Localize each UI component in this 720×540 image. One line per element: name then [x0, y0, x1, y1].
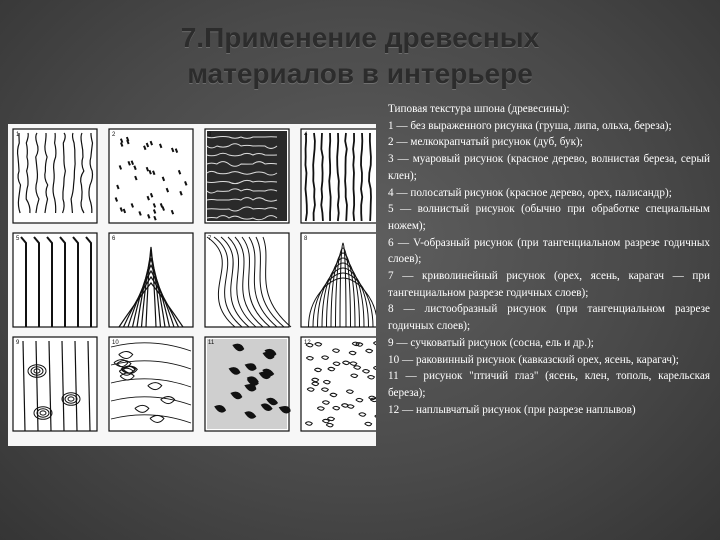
caption-item-8: 8 — листообразный рисунок (при тангенциальном разрезе годичных слоев); [388, 303, 710, 333]
slide-title-line-2: материалов в интерьере [187, 58, 533, 89]
tile-number-11: 11 [208, 340, 215, 346]
texture-tile-3 [205, 129, 289, 223]
tile-number-6: 6 [112, 236, 116, 242]
tile-number-8: 8 [304, 236, 308, 242]
texture-tile-8 [301, 233, 376, 327]
texture-tile-12 [301, 337, 376, 431]
caption-intro: Типовая текстура шпона (древесины): [388, 103, 570, 115]
texture-tile-10 [109, 337, 193, 431]
caption-item-4: 4 — полосатый рисунок (красное дерево, орех, палисандр); [388, 186, 672, 199]
texture-tile-11 [205, 337, 291, 431]
texture-tile-2 [109, 129, 193, 223]
caption-item-5: 5 — волнистый рисунок (обычно при обработке специальным ножем); [388, 203, 710, 232]
tile-number-10: 10 [112, 340, 119, 346]
tile-number-5: 5 [16, 236, 20, 242]
caption-item-9: 9 — сучковатый рисунок (сосна, ель и др.); [388, 336, 594, 349]
tile-number-4: 4 [304, 132, 308, 138]
tile-number-2: 2 [112, 132, 116, 138]
caption-item-12: 12 — наплывчатый рисунок (при разрезе наплывов) [388, 403, 636, 416]
caption-item-2: 2 — мелкокрапчатый рисунок (дуб, бук); [388, 136, 583, 149]
texture-tile-7 [205, 233, 291, 327]
texture-tile-9 [13, 337, 97, 431]
texture-tile-6 [109, 233, 193, 327]
texture-tile-1 [13, 129, 97, 223]
caption-item-11: 11 — рисунок "птичий глаз" (ясень, клен, тополь, карельская береза); [388, 370, 710, 399]
caption-item-6: 6 — V-образный рисунок (при тангенциальном разрезе годичных слоев); [388, 236, 710, 266]
wood-texture-figure [8, 124, 376, 446]
texture-tile-5 [13, 233, 97, 327]
tile-number-7: 7 [208, 236, 212, 242]
caption-item-3: 3 — муаровый рисунок (красное дерево, волнистая береза, серый клен); [388, 153, 710, 182]
texture-tile-4 [301, 129, 376, 223]
wood-texture-grid [8, 124, 376, 446]
tile-number-12: 12 [304, 340, 311, 346]
texture-caption [388, 101, 710, 418]
tile-number-3: 3 [208, 132, 212, 138]
slide-title [40, 20, 680, 92]
slide-title-line-1: 7.Применение древесных [180, 22, 540, 53]
caption-item-7: 7 — криволинейный рисунок (орех, ясень, карагач — при тангенциальном разрезе годичных слоев); [388, 270, 710, 299]
caption-item-1: 1 — без выраженного рисунка (груша, липа, ольха, береза); [388, 119, 672, 132]
tile-number-1: 1 [16, 132, 20, 138]
tile-number-9: 9 [16, 340, 20, 346]
caption-item-10: 10 — раковинный рисунок (кавказский орех, ясень, карагач); [388, 353, 679, 366]
